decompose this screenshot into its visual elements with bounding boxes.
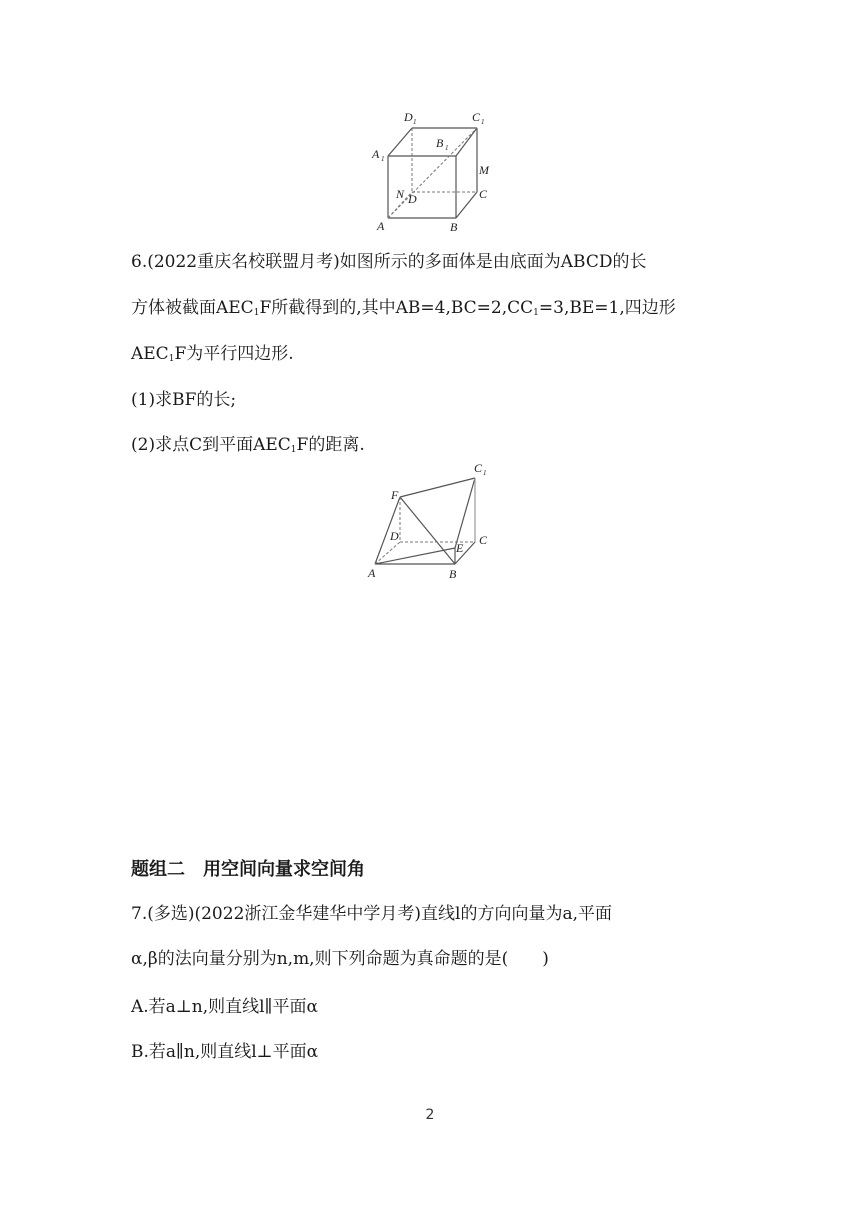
cube-figure [360, 100, 500, 240]
label-c1-sub: 1 [483, 469, 487, 477]
label-b: B [449, 567, 457, 581]
label-c: C [479, 187, 488, 201]
problem6-line3 [131, 342, 294, 371]
label-a1-sub: 1 [381, 155, 385, 163]
edge-a1-d1 [388, 128, 412, 156]
page-number: 2 [425, 1107, 435, 1123]
label-d: D [390, 529, 399, 543]
label-b1: B [436, 136, 444, 150]
problem7-option-b: B.若a∥n,则直线l⊥平面α [131, 1042, 319, 1062]
label-m: M [479, 163, 489, 177]
problem6-question1: (1)求BF的长; [131, 390, 237, 410]
p6-l2-b: F所截得到的,其中AB=4,BC=2,CC [259, 298, 534, 318]
label-b1-sub: 1 [445, 144, 449, 152]
problem6-question2 [131, 433, 365, 462]
cube-diagram [360, 100, 500, 240]
label-b: B [450, 220, 458, 234]
label-a: A [377, 219, 385, 233]
edge-a-e [375, 548, 455, 564]
hidden-diagonal-a-c1 [388, 128, 477, 218]
p6-q2-sub: 1 [290, 445, 297, 455]
p6-l2-a: 方体被截面AEC [131, 298, 254, 318]
p6-q2-b: F的距离. [296, 435, 365, 455]
problem6-line1: 6.(2022重庆名校联盟月考)如图所示的多面体是由底面为ABCD的长 [131, 252, 647, 272]
problem7-option-a: A.若a⊥n,则直线l∥平面α [131, 997, 318, 1017]
label-d: D [408, 192, 417, 206]
p6-l3-b: F为平行四边形. [174, 344, 294, 364]
problem7-line1: 7.(多选)(2022浙江金华建华中学月考)直线l的方向向量为a,平面 [131, 904, 612, 924]
label-d1-sub: 1 [413, 118, 417, 126]
polyhedron-figure [360, 458, 500, 584]
edge-c1-e [455, 478, 475, 548]
label-a: A [368, 566, 376, 580]
p6-l2-c: =3,BE=1,四边形 [538, 298, 676, 318]
p6-l2-sub2: 1 [533, 308, 539, 318]
polyhedron-diagram [360, 458, 500, 584]
p6-l2-sub: 1 [253, 308, 260, 318]
p6-l3-sub: 1 [168, 354, 175, 364]
label-d1: D [404, 110, 413, 124]
label-a1: A [372, 147, 380, 161]
problem7-line2: α,β的法向量分别为n,m,则下列命题为真命题的是( ) [131, 949, 549, 969]
label-c: C [479, 533, 488, 547]
label-e: E [456, 541, 464, 555]
label-c1-sub: 1 [481, 118, 485, 126]
label-f: F [391, 488, 399, 502]
p6-q2-a: (2)求点C到平面AEC [131, 435, 291, 455]
label-c1: C [474, 461, 483, 475]
problem6-line2 [131, 296, 676, 325]
edge-b-c [456, 192, 477, 218]
edge-f-c1 [400, 478, 475, 497]
label-n: N [396, 187, 405, 201]
section-heading: 题组二 用空间向量求空间角 [131, 859, 365, 880]
edge-b1-c1 [456, 128, 477, 156]
p6-l3-a: AEC [131, 344, 169, 364]
label-c1: C [472, 110, 481, 124]
